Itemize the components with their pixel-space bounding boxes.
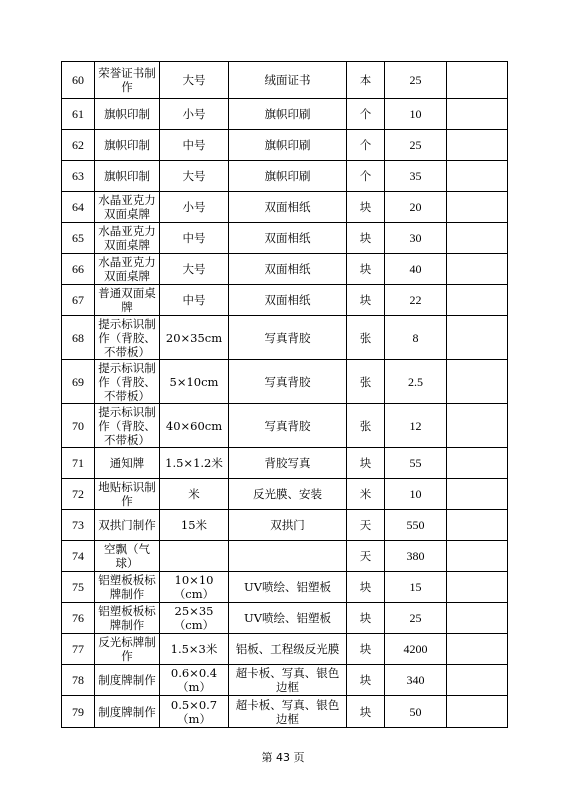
item-note	[447, 634, 508, 665]
item-quantity: 20	[385, 192, 447, 223]
table-row	[62, 62, 508, 99]
table-row	[62, 541, 508, 572]
item-unit: 块	[347, 572, 385, 603]
item-material: 双面相纸	[229, 223, 347, 254]
item-quantity: 4200	[385, 634, 447, 665]
row-number: 73	[62, 510, 95, 541]
item-unit: 块	[347, 285, 385, 316]
item-unit: 块	[347, 448, 385, 479]
row-number: 65	[62, 223, 95, 254]
item-name: 双拱门制作	[95, 510, 160, 541]
item-name: 普通双面桌牌	[95, 285, 160, 316]
table-row	[62, 192, 508, 223]
item-unit: 块	[347, 603, 385, 634]
item-note	[447, 360, 508, 404]
item-quantity: 40	[385, 254, 447, 285]
row-number: 74	[62, 541, 95, 572]
row-number: 62	[62, 130, 95, 161]
row-number: 70	[62, 404, 95, 448]
item-material: 写真背胶	[229, 404, 347, 448]
item-spec: 40×60cm	[160, 404, 229, 448]
row-number: 60	[62, 62, 95, 99]
table-row	[62, 448, 508, 479]
item-name: 旗帜印制	[95, 99, 160, 130]
item-note	[447, 285, 508, 316]
row-number: 69	[62, 360, 95, 404]
item-name: 地贴标识制作	[95, 479, 160, 510]
item-spec: 1.5×1.2米	[160, 448, 229, 479]
item-unit: 天	[347, 510, 385, 541]
item-quantity: 8	[385, 316, 447, 360]
table-row	[62, 161, 508, 192]
item-quantity: 55	[385, 448, 447, 479]
table-row	[62, 285, 508, 316]
item-name: 制度牌制作	[95, 696, 160, 728]
item-spec: 中号	[160, 130, 229, 161]
row-number: 72	[62, 479, 95, 510]
item-spec: 小号	[160, 192, 229, 223]
item-unit: 块	[347, 634, 385, 665]
item-unit: 块	[347, 223, 385, 254]
item-unit: 米	[347, 479, 385, 510]
item-material: 双面相纸	[229, 285, 347, 316]
item-name: 旗帜印制	[95, 161, 160, 192]
item-spec	[160, 541, 229, 572]
item-unit: 张	[347, 360, 385, 404]
row-number: 76	[62, 603, 95, 634]
item-material: 双拱门	[229, 510, 347, 541]
item-quantity: 12	[385, 404, 447, 448]
item-note	[447, 510, 508, 541]
table-row	[62, 634, 508, 665]
item-note	[447, 99, 508, 130]
item-note	[447, 223, 508, 254]
item-unit: 张	[347, 316, 385, 360]
item-material: 旗帜印刷	[229, 99, 347, 130]
table-row	[62, 99, 508, 130]
item-note	[447, 541, 508, 572]
item-spec: 中号	[160, 285, 229, 316]
item-quantity: 50	[385, 696, 447, 728]
item-quantity: 35	[385, 161, 447, 192]
item-spec: 20×35cm	[160, 316, 229, 360]
item-name: 水晶亚克力双面桌牌	[95, 192, 160, 223]
item-note	[447, 62, 508, 99]
row-number: 71	[62, 448, 95, 479]
item-name: 铝塑板板标牌制作	[95, 572, 160, 603]
item-spec: 大号	[160, 62, 229, 99]
item-quantity: 380	[385, 541, 447, 572]
item-unit: 天	[347, 541, 385, 572]
row-number: 68	[62, 316, 95, 360]
item-material: 写真背胶	[229, 316, 347, 360]
item-material: 旗帜印刷	[229, 130, 347, 161]
table-row	[62, 510, 508, 541]
table-row	[62, 572, 508, 603]
table-row	[62, 360, 508, 404]
row-number: 79	[62, 696, 95, 728]
item-quantity: 10	[385, 479, 447, 510]
item-material: 反光膜、安装	[229, 479, 347, 510]
item-unit: 个	[347, 130, 385, 161]
item-note	[447, 192, 508, 223]
item-name: 水晶亚克力双面桌牌	[95, 254, 160, 285]
item-unit: 个	[347, 161, 385, 192]
item-note	[447, 254, 508, 285]
item-note	[447, 603, 508, 634]
item-material: 绒面证书	[229, 62, 347, 99]
item-name: 通知牌	[95, 448, 160, 479]
item-note	[447, 479, 508, 510]
row-number: 75	[62, 572, 95, 603]
table-row	[62, 130, 508, 161]
row-number: 67	[62, 285, 95, 316]
item-note	[447, 161, 508, 192]
page-number: 第 43 页	[261, 751, 305, 764]
item-spec: 10×10（cm）	[160, 572, 229, 603]
item-name: 空飘（气球）	[95, 541, 160, 572]
item-quantity: 10	[385, 99, 447, 130]
table-body	[62, 62, 508, 728]
item-note	[447, 130, 508, 161]
item-quantity: 340	[385, 665, 447, 696]
item-spec: 0.5×0.7（m）	[160, 696, 229, 728]
item-quantity: 22	[385, 285, 447, 316]
item-spec: 大号	[160, 161, 229, 192]
item-material: 双面相纸	[229, 192, 347, 223]
item-name: 荣誉证书制作	[95, 62, 160, 99]
item-material: 双面相纸	[229, 254, 347, 285]
item-spec: 5×10cm	[160, 360, 229, 404]
table-row	[62, 254, 508, 285]
item-quantity: 30	[385, 223, 447, 254]
item-name: 提示标识制作（背胶、不带板）	[95, 360, 160, 404]
item-unit: 块	[347, 192, 385, 223]
item-name: 制度牌制作	[95, 665, 160, 696]
table-row	[62, 404, 508, 448]
row-number: 61	[62, 99, 95, 130]
table-row	[62, 316, 508, 360]
item-material: 旗帜印刷	[229, 161, 347, 192]
item-spec: 0.6×0.4（m）	[160, 665, 229, 696]
item-note	[447, 665, 508, 696]
item-quantity: 2.5	[385, 360, 447, 404]
item-name: 提示标识制作（背胶、不带板）	[95, 316, 160, 360]
table-row	[62, 603, 508, 634]
item-quantity: 25	[385, 62, 447, 99]
row-number: 63	[62, 161, 95, 192]
item-quantity: 15	[385, 572, 447, 603]
item-spec: 大号	[160, 254, 229, 285]
item-spec: 25×35（cm）	[160, 603, 229, 634]
item-name: 反光标牌制作	[95, 634, 160, 665]
item-quantity: 550	[385, 510, 447, 541]
item-quantity: 25	[385, 130, 447, 161]
item-material: 写真背胶	[229, 360, 347, 404]
item-spec: 米	[160, 479, 229, 510]
item-material: 超卡板、写真、银色边框	[229, 665, 347, 696]
item-quantity: 25	[385, 603, 447, 634]
item-unit: 个	[347, 99, 385, 130]
item-spec: 中号	[160, 223, 229, 254]
item-note	[447, 404, 508, 448]
row-number: 78	[62, 665, 95, 696]
table-row	[62, 696, 508, 728]
item-unit: 块	[347, 254, 385, 285]
item-spec: 1.5×3米	[160, 634, 229, 665]
item-note	[447, 448, 508, 479]
row-number: 77	[62, 634, 95, 665]
item-material: UV喷绘、铝塑板	[229, 572, 347, 603]
item-unit: 张	[347, 404, 385, 448]
item-material: 背胶写真	[229, 448, 347, 479]
item-name: 提示标识制作（背胶、不带板）	[95, 404, 160, 448]
row-number: 64	[62, 192, 95, 223]
item-spec: 小号	[160, 99, 229, 130]
table-row	[62, 665, 508, 696]
item-spec: 15米	[160, 510, 229, 541]
items-table	[61, 61, 508, 728]
item-material: UV喷绘、铝塑板	[229, 603, 347, 634]
row-number: 66	[62, 254, 95, 285]
item-name: 水晶亚克力双面桌牌	[95, 223, 160, 254]
item-note	[447, 316, 508, 360]
item-material: 铝板、工程级反光膜	[229, 634, 347, 665]
item-note	[447, 696, 508, 728]
item-unit: 块	[347, 665, 385, 696]
item-name: 铝塑板板标牌制作	[95, 603, 160, 634]
table-row	[62, 223, 508, 254]
item-material: 超卡板、写真、银色边框	[229, 696, 347, 728]
item-name: 旗帜印制	[95, 130, 160, 161]
item-material	[229, 541, 347, 572]
table-row	[62, 479, 508, 510]
item-unit: 本	[347, 62, 385, 99]
item-note	[447, 572, 508, 603]
item-unit: 块	[347, 696, 385, 728]
